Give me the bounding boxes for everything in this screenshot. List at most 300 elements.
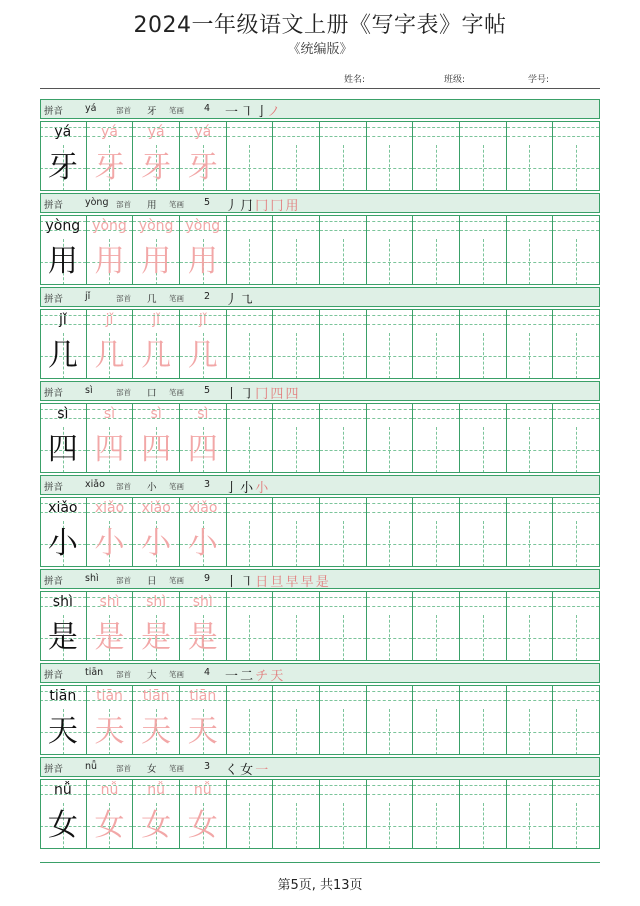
- stroke-count: 4: [204, 103, 211, 114]
- tian-grid-cell[interactable]: [227, 803, 274, 849]
- pinyin-cell[interactable]: [460, 309, 507, 333]
- pinyin-cell[interactable]: [413, 497, 460, 521]
- pinyin-row: [40, 591, 600, 615]
- tian-grid-cell[interactable]: [273, 709, 320, 755]
- pinyin-cell[interactable]: [273, 215, 320, 239]
- char-entry: [40, 193, 600, 287]
- stroke-order-dark: 丨 ㇆: [225, 387, 256, 402]
- entry-header: [40, 569, 600, 589]
- pinyin-cell[interactable]: [460, 685, 507, 709]
- tian-grid-cell[interactable]: [40, 521, 87, 567]
- pinyin-trace: yòng: [92, 218, 127, 234]
- pinyin-cell[interactable]: [273, 779, 320, 803]
- stroke-order: [225, 477, 267, 496]
- pinyin-trace: jǐ: [198, 312, 207, 328]
- radical-label: 部首: [116, 482, 131, 491]
- pinyin-row: [40, 685, 600, 709]
- radical-label: 部首: [116, 670, 131, 679]
- pinyin-label: 拼音: [44, 576, 64, 587]
- tian-grid-cell[interactable]: [413, 803, 460, 849]
- pinyin-cell[interactable]: [460, 121, 507, 145]
- pinyin-cell[interactable]: [413, 685, 460, 709]
- pinyin-cell[interactable]: [180, 591, 227, 615]
- tian-grid-cell[interactable]: [180, 803, 227, 849]
- tian-grid-cell[interactable]: [87, 709, 134, 755]
- tian-grid-cell[interactable]: [553, 521, 600, 567]
- tian-grid-cell[interactable]: [227, 615, 274, 661]
- pinyin-cell[interactable]: [553, 779, 600, 803]
- pinyin-trace: shì: [146, 594, 167, 610]
- pinyin-trace: shì: [99, 594, 120, 610]
- pinyin-cell[interactable]: [180, 309, 227, 333]
- pinyin-cell[interactable]: [553, 121, 600, 145]
- tian-grid-cell[interactable]: [227, 145, 274, 191]
- strokes-label: 笔画: [169, 106, 184, 115]
- pinyin-cell[interactable]: [40, 497, 87, 521]
- practice-sheet: [40, 99, 600, 851]
- pinyin-cell[interactable]: [180, 779, 227, 803]
- tian-grid-cell[interactable]: [553, 615, 600, 661]
- pinyin-cell[interactable]: [40, 121, 87, 145]
- pinyin-text: jǐ: [58, 312, 67, 328]
- pinyin-trace: shì: [192, 594, 213, 610]
- strokes-label: 笔画: [169, 294, 184, 303]
- pinyin-cell[interactable]: [460, 591, 507, 615]
- tian-grid-cell[interactable]: [133, 709, 180, 755]
- pinyin-text: sì: [57, 406, 69, 422]
- pinyin-cell[interactable]: [40, 779, 87, 803]
- model-character: 牙: [47, 150, 78, 185]
- tian-grid-cell[interactable]: [133, 427, 180, 473]
- tian-grid-cell[interactable]: [460, 521, 507, 567]
- pinyin-cell[interactable]: [507, 779, 554, 803]
- tian-grid-cell[interactable]: [320, 803, 367, 849]
- trace-character: 四: [187, 432, 218, 467]
- pinyin-cell[interactable]: [87, 121, 134, 145]
- tian-grid-cell[interactable]: [460, 615, 507, 661]
- tian-grid-cell[interactable]: [133, 615, 180, 661]
- pinyin-cell[interactable]: [320, 497, 367, 521]
- tian-grid-cell[interactable]: [413, 333, 460, 379]
- stroke-order-highlight: 小: [255, 481, 268, 496]
- pinyin-cell[interactable]: [413, 309, 460, 333]
- pinyin-trace: jǐ: [105, 312, 114, 328]
- pinyin-cell[interactable]: [87, 309, 134, 333]
- entry-header: [40, 99, 600, 119]
- strokes-label: 笔画: [169, 764, 184, 773]
- pinyin-cell[interactable]: [227, 215, 274, 239]
- pinyin-text: shì: [52, 594, 73, 610]
- stroke-order: [225, 759, 267, 778]
- tian-grid-cell[interactable]: [180, 239, 227, 285]
- tian-grid-cell[interactable]: [460, 145, 507, 191]
- pinyin-cell[interactable]: [133, 215, 180, 239]
- pinyin-cell[interactable]: [180, 497, 227, 521]
- tian-grid-cell[interactable]: [413, 615, 460, 661]
- stroke-count: 5: [204, 197, 211, 208]
- pinyin-cell[interactable]: [227, 121, 274, 145]
- model-character: 四: [47, 432, 78, 467]
- trace-character: 小: [187, 526, 218, 561]
- tian-grid-cell[interactable]: [320, 333, 367, 379]
- char-entry: [40, 99, 600, 193]
- pinyin-cell[interactable]: [507, 121, 554, 145]
- tian-grid-cell[interactable]: [273, 615, 320, 661]
- radical-label: 部首: [116, 106, 131, 115]
- tian-grid-cell[interactable]: [40, 615, 87, 661]
- tian-grid-cell[interactable]: [320, 239, 367, 285]
- stroke-order-highlight: チ 天: [255, 669, 283, 684]
- tian-grid-cell[interactable]: [133, 239, 180, 285]
- trace-character: 天: [187, 714, 218, 749]
- pinyin-cell[interactable]: [320, 121, 367, 145]
- stroke-count: 3: [204, 761, 211, 772]
- trace-character: 几: [141, 338, 172, 373]
- footer-divider: [40, 862, 600, 863]
- pinyin-cell[interactable]: [273, 309, 320, 333]
- tian-grid-cell[interactable]: [273, 333, 320, 379]
- trace-character: 是: [94, 620, 125, 655]
- pinyin-cell[interactable]: [460, 497, 507, 521]
- pinyin-cell[interactable]: [367, 497, 414, 521]
- pinyin-trace: nǚ: [193, 782, 212, 798]
- pinyin-text: tiān: [49, 688, 77, 704]
- info-underline: [40, 88, 600, 89]
- pinyin-cell[interactable]: [180, 121, 227, 145]
- tian-grid-cell[interactable]: [273, 521, 320, 567]
- pinyin-cell[interactable]: [87, 403, 134, 427]
- stroke-order-dark: 丿 ⺆: [225, 199, 256, 214]
- tian-grid-cell[interactable]: [507, 427, 554, 473]
- tian-grid-cell[interactable]: [227, 709, 274, 755]
- tian-grid-cell[interactable]: [180, 521, 227, 567]
- tian-grid-cell[interactable]: [367, 333, 414, 379]
- tian-grid-cell[interactable]: [320, 521, 367, 567]
- pinyin-cell[interactable]: [87, 591, 134, 615]
- character-row: [40, 239, 600, 285]
- pinyin-row: [40, 779, 600, 803]
- stroke-order-dark: 一 ㇕ 亅: [225, 105, 268, 120]
- tian-grid-cell[interactable]: [87, 427, 134, 473]
- tian-grid-cell[interactable]: [507, 803, 554, 849]
- model-character: 是: [47, 620, 78, 655]
- tian-grid-cell[interactable]: [227, 333, 274, 379]
- pinyin-cell[interactable]: [273, 121, 320, 145]
- tian-grid-cell[interactable]: [180, 145, 227, 191]
- tian-grid-cell[interactable]: [320, 427, 367, 473]
- pinyin-label: 拼音: [44, 388, 64, 399]
- pinyin-value: yòng: [85, 197, 109, 208]
- char-entry: [40, 381, 600, 475]
- pinyin-cell[interactable]: [507, 591, 554, 615]
- entry-header: [40, 663, 600, 683]
- tian-grid-cell[interactable]: [553, 709, 600, 755]
- strokes-label: 笔画: [169, 670, 184, 679]
- tian-grid-cell[interactable]: [227, 427, 274, 473]
- tian-grid-cell[interactable]: [227, 521, 274, 567]
- tian-grid-cell[interactable]: [553, 333, 600, 379]
- trace-character: 天: [94, 714, 125, 749]
- tian-grid-cell[interactable]: [507, 615, 554, 661]
- stroke-count: 3: [204, 479, 211, 490]
- pinyin-cell[interactable]: [133, 779, 180, 803]
- strokes-label: 笔画: [169, 576, 184, 585]
- tian-grid-cell[interactable]: [40, 239, 87, 285]
- tian-grid-cell[interactable]: [507, 521, 554, 567]
- character-row: [40, 615, 600, 661]
- tian-grid-cell[interactable]: [367, 239, 414, 285]
- pinyin-cell[interactable]: [40, 591, 87, 615]
- radical-value: 小: [147, 482, 157, 493]
- pinyin-cell[interactable]: [87, 215, 134, 239]
- pinyin-cell[interactable]: [273, 685, 320, 709]
- tian-grid-cell[interactable]: [133, 333, 180, 379]
- trace-character: 牙: [141, 150, 172, 185]
- radical-value: 大: [147, 670, 157, 681]
- pinyin-cell[interactable]: [87, 497, 134, 521]
- pinyin-cell[interactable]: [553, 403, 600, 427]
- radical-label: 部首: [116, 200, 131, 209]
- pinyin-trace: tiān: [189, 688, 217, 704]
- pinyin-cell[interactable]: [320, 685, 367, 709]
- pinyin-cell[interactable]: [320, 215, 367, 239]
- pinyin-cell[interactable]: [227, 309, 274, 333]
- pinyin-row: [40, 215, 600, 239]
- tian-grid-cell[interactable]: [507, 709, 554, 755]
- tian-grid-cell[interactable]: [507, 239, 554, 285]
- tian-grid-cell[interactable]: [553, 803, 600, 849]
- pinyin-cell[interactable]: [413, 779, 460, 803]
- tian-grid-cell[interactable]: [553, 239, 600, 285]
- trace-character: 天: [141, 714, 172, 749]
- stroke-order-highlight: ノ: [267, 105, 280, 120]
- trace-character: 用: [94, 244, 125, 279]
- tian-grid-cell[interactable]: [413, 239, 460, 285]
- pinyin-cell[interactable]: [367, 215, 414, 239]
- pinyin-cell[interactable]: [227, 403, 274, 427]
- pinyin-cell[interactable]: [460, 215, 507, 239]
- radical-label: 部首: [116, 294, 131, 303]
- tian-grid-cell[interactable]: [273, 239, 320, 285]
- tian-grid-cell[interactable]: [133, 145, 180, 191]
- pinyin-cell[interactable]: [460, 779, 507, 803]
- pinyin-cell[interactable]: [133, 685, 180, 709]
- tian-grid-cell[interactable]: [507, 333, 554, 379]
- pinyin-cell[interactable]: [507, 215, 554, 239]
- pinyin-cell[interactable]: [413, 215, 460, 239]
- tian-grid-cell[interactable]: [87, 145, 134, 191]
- id-label: 学号:: [528, 75, 550, 85]
- tian-grid-cell[interactable]: [180, 333, 227, 379]
- tian-grid-cell[interactable]: [320, 615, 367, 661]
- pinyin-cell[interactable]: [507, 497, 554, 521]
- pinyin-trace: sì: [150, 406, 162, 422]
- tian-grid-cell[interactable]: [87, 521, 134, 567]
- tian-grid-cell[interactable]: [413, 427, 460, 473]
- entry-header: [40, 475, 600, 495]
- tian-grid-cell[interactable]: [180, 427, 227, 473]
- tian-grid-cell[interactable]: [320, 145, 367, 191]
- pinyin-cell[interactable]: [367, 403, 414, 427]
- pinyin-trace: xiǎo: [94, 500, 125, 516]
- tian-grid-cell[interactable]: [507, 145, 554, 191]
- tian-grid-cell[interactable]: [413, 709, 460, 755]
- pinyin-cell[interactable]: [133, 121, 180, 145]
- trace-character: 女: [187, 808, 218, 843]
- name-label: 姓名:: [344, 75, 366, 85]
- pinyin-cell[interactable]: [507, 403, 554, 427]
- tian-grid-cell[interactable]: [87, 333, 134, 379]
- pinyin-value: sì: [85, 385, 93, 396]
- radical-value: 口: [147, 388, 157, 399]
- pinyin-value: jǐ: [85, 291, 91, 302]
- stroke-order: [225, 289, 252, 308]
- pinyin-cell[interactable]: [87, 779, 134, 803]
- pinyin-cell[interactable]: [180, 403, 227, 427]
- tian-grid-cell[interactable]: [460, 803, 507, 849]
- tian-grid-cell[interactable]: [413, 521, 460, 567]
- pinyin-text: xiǎo: [48, 500, 78, 516]
- tian-grid-cell[interactable]: [40, 427, 87, 473]
- pinyin-value: shì: [85, 573, 99, 584]
- tian-grid-cell[interactable]: [460, 333, 507, 379]
- tian-grid-cell[interactable]: [87, 803, 134, 849]
- pinyin-cell[interactable]: [320, 591, 367, 615]
- tian-grid-cell[interactable]: [367, 709, 414, 755]
- entry-header: [40, 381, 600, 401]
- pinyin-cell[interactable]: [553, 497, 600, 521]
- tian-grid-cell[interactable]: [273, 427, 320, 473]
- tian-grid-cell[interactable]: [40, 803, 87, 849]
- model-character: 几: [47, 338, 78, 373]
- pinyin-row: [40, 403, 600, 427]
- pinyin-cell[interactable]: [507, 685, 554, 709]
- page-title: 2024一年级语文上册《写字表》字帖: [133, 13, 507, 38]
- tian-grid-cell[interactable]: [87, 615, 134, 661]
- pinyin-cell[interactable]: [553, 685, 600, 709]
- pinyin-cell[interactable]: [553, 591, 600, 615]
- tian-grid-cell[interactable]: [273, 803, 320, 849]
- character-row: [40, 521, 600, 567]
- character-row: [40, 427, 600, 473]
- pinyin-cell[interactable]: [367, 591, 414, 615]
- tian-grid-cell[interactable]: [367, 615, 414, 661]
- pinyin-cell[interactable]: [227, 779, 274, 803]
- tian-grid-cell[interactable]: [87, 239, 134, 285]
- pinyin-cell[interactable]: [320, 403, 367, 427]
- pinyin-cell[interactable]: [367, 121, 414, 145]
- pinyin-cell[interactable]: [273, 497, 320, 521]
- character-row: [40, 709, 600, 755]
- tian-grid-cell[interactable]: [460, 709, 507, 755]
- pinyin-cell[interactable]: [413, 591, 460, 615]
- pinyin-cell[interactable]: [133, 591, 180, 615]
- pinyin-cell[interactable]: [133, 309, 180, 333]
- pinyin-cell[interactable]: [413, 121, 460, 145]
- char-entry: [40, 569, 600, 663]
- stroke-count: 2: [204, 291, 211, 302]
- tian-grid-cell[interactable]: [553, 145, 600, 191]
- pinyin-label: 拼音: [44, 294, 64, 305]
- trace-character: 牙: [94, 150, 125, 185]
- tian-grid-cell[interactable]: [367, 145, 414, 191]
- pinyin-cell[interactable]: [553, 215, 600, 239]
- tian-grid-cell[interactable]: [40, 145, 87, 191]
- page-subtitle: 《统编版》: [287, 42, 353, 57]
- pinyin-trace: nǚ: [100, 782, 119, 798]
- tian-grid-cell[interactable]: [367, 427, 414, 473]
- tian-grid-cell[interactable]: [367, 803, 414, 849]
- pinyin-cell[interactable]: [413, 403, 460, 427]
- tian-grid-cell[interactable]: [40, 709, 87, 755]
- pinyin-cell[interactable]: [227, 591, 274, 615]
- pinyin-cell[interactable]: [180, 685, 227, 709]
- tian-grid-cell[interactable]: [180, 709, 227, 755]
- pinyin-trace: yòng: [185, 218, 221, 234]
- tian-grid-cell[interactable]: [320, 709, 367, 755]
- tian-grid-cell[interactable]: [460, 239, 507, 285]
- pinyin-cell[interactable]: [273, 403, 320, 427]
- pinyin-row: [40, 309, 600, 333]
- tian-grid-cell[interactable]: [553, 427, 600, 473]
- tian-grid-cell[interactable]: [273, 145, 320, 191]
- pinyin-cell[interactable]: [87, 685, 134, 709]
- pinyin-cell[interactable]: [40, 215, 87, 239]
- stroke-count: 5: [204, 385, 211, 396]
- tian-grid-cell[interactable]: [367, 521, 414, 567]
- tian-grid-cell[interactable]: [460, 427, 507, 473]
- pinyin-trace: yá: [101, 124, 118, 140]
- stroke-order-dark: 一 二: [225, 669, 256, 684]
- pinyin-cell[interactable]: [460, 403, 507, 427]
- tian-grid-cell[interactable]: [133, 521, 180, 567]
- model-character: 用: [47, 244, 78, 279]
- pinyin-cell[interactable]: [320, 779, 367, 803]
- pinyin-cell[interactable]: [40, 309, 87, 333]
- pinyin-cell[interactable]: [273, 591, 320, 615]
- pinyin-cell[interactable]: [367, 309, 414, 333]
- radical-label: 部首: [116, 576, 131, 585]
- pinyin-cell[interactable]: [227, 685, 274, 709]
- pinyin-trace: tiān: [96, 688, 123, 704]
- stroke-order-highlight: 冂 冂 用: [255, 199, 298, 214]
- tian-grid-cell[interactable]: [227, 239, 274, 285]
- pinyin-cell[interactable]: [507, 309, 554, 333]
- character-row: [40, 803, 600, 849]
- pinyin-cell[interactable]: [40, 403, 87, 427]
- pinyin-cell[interactable]: [320, 309, 367, 333]
- pinyin-cell[interactable]: [553, 309, 600, 333]
- tian-grid-cell[interactable]: [180, 615, 227, 661]
- pinyin-cell[interactable]: [180, 215, 227, 239]
- pinyin-cell[interactable]: [227, 497, 274, 521]
- pinyin-cell[interactable]: [367, 779, 414, 803]
- tian-grid-cell[interactable]: [413, 145, 460, 191]
- tian-grid-cell[interactable]: [40, 333, 87, 379]
- pinyin-cell[interactable]: [133, 403, 180, 427]
- tian-grid-cell[interactable]: [133, 803, 180, 849]
- pinyin-cell[interactable]: [40, 685, 87, 709]
- pinyin-cell[interactable]: [133, 497, 180, 521]
- pinyin-label: 拼音: [44, 764, 64, 775]
- char-entry: [40, 757, 600, 851]
- pinyin-row: [40, 497, 600, 521]
- pinyin-trace: jǐ: [152, 312, 161, 328]
- strokes-label: 笔画: [169, 200, 184, 209]
- pinyin-cell[interactable]: [367, 685, 414, 709]
- radical-value: 用: [147, 200, 157, 211]
- model-character: 天: [47, 714, 78, 749]
